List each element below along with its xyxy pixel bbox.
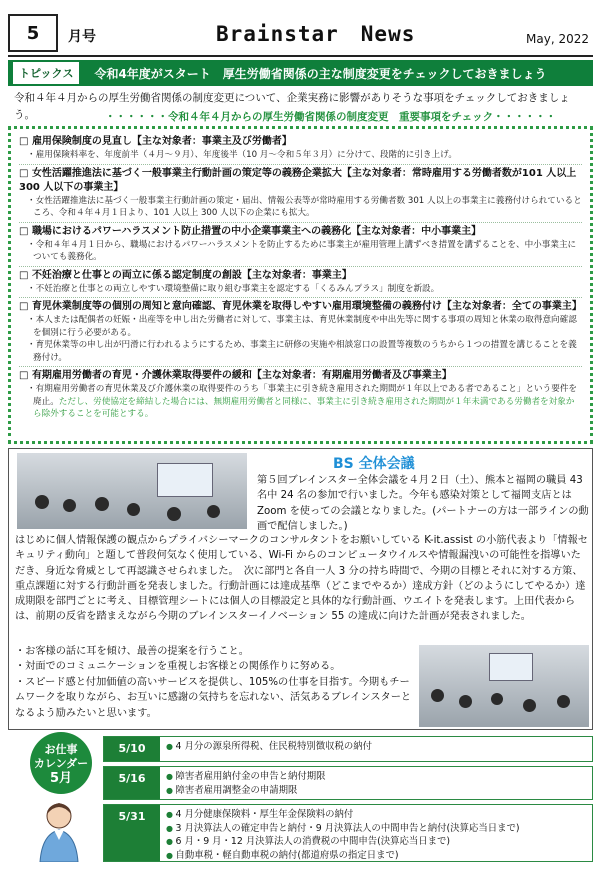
calendar-row	[103, 804, 593, 862]
calendar-item: ● 4 月分の源泉所得税、住民税特別徴収税の納付	[166, 740, 588, 754]
topics-tag: トピックス	[12, 61, 80, 85]
calendar-item: ● 障害者雇用納付金の申告と納付期限	[166, 770, 588, 784]
change-detail: ・女性活躍推進法に基づく一般事業主行動計画の策定・届出、情報公表等が常時雇用する労働者数 301 人以上の事業主に義務付けられているところ、令和４年４月１日より、101 人以上 300 人以下の企業にも拡大。	[27, 195, 582, 218]
calendar-date: 5/31	[104, 805, 160, 861]
change-detail: ・本人または配偶者の妊娠・出産等を申し出た労働者に対して、事業主は、育児休業制度や申出先等に関する事項の周知と休業の取得意向確認を個別に行う必要がある。	[27, 315, 577, 338]
issue-number: 5	[8, 14, 58, 52]
meeting-photo	[419, 645, 589, 727]
divider	[19, 366, 582, 367]
change-heading: □ 育児休業制度等の個別の周知と意向確認、育児休業を取得しやすい雇用環境整備の義務付け【主な対象者：全ての事業主】	[19, 300, 582, 314]
calendar-badge: お仕事 カレンダー 5月	[30, 732, 92, 794]
calendar-item: ● 4 月分健康保険料・厚生年金保険料の納付	[166, 808, 588, 822]
change-heading: □ 職場におけるパワーハラスメント防止措置の中小企業事業主への義務化【主な対象者：中小事業主】	[19, 225, 582, 239]
exception-note: ただし、労使協定を締結した場合には、無期雇用労働者と同様に、事業主に引き続き雇用された期間が１年未満である労働者を対象から除外することを可能とする。	[33, 396, 575, 419]
calendar-row	[103, 766, 593, 800]
intro-subtitle: ・・・・・・令和４年４月からの厚生労働省関係の制度変更 重要事項をチェック・・・・・・	[105, 111, 557, 123]
issue-date: May, 2022	[526, 32, 589, 46]
topics-banner	[8, 60, 593, 86]
issue-suffix: 月号	[68, 29, 96, 45]
change-heading: □ 有期雇用労働者の育児・介護休業取得要件の緩和【主な対象者：有期雇用労働者及び事業主】	[19, 369, 582, 383]
divider	[19, 266, 582, 267]
meeting-title: BS 全体会議	[333, 456, 415, 472]
meeting-bullets: ・お客様の話に耳を傾け、最善の提案を行うこと。 ・対面でのコミュニケーションを重視しお客様との関係作りに努める。	[15, 646, 341, 673]
change-detail: ・雇用保険料率を、年度前半（４月～９月）、年度後半（10 月～令和５年３月）に分けて、段階的に引き上げ。	[27, 150, 457, 160]
topics-title: 令和4年度がスタート 厚生労働省関係の主な制度変更をチェックしておきましょう	[94, 66, 547, 81]
divider	[19, 222, 582, 223]
meeting-photo	[17, 453, 247, 529]
change-heading: □ 雇用保険制度の見直し【主な対象者：事業主及び労働者】	[19, 135, 582, 149]
calendar-item: ● 3 月決算法人の確定申告と納付・9 月決算法人の中間申告と納付(決算応当日まで)	[166, 822, 588, 836]
regulation-changes-box	[8, 126, 593, 444]
divider	[19, 297, 582, 298]
calendar-item: ● 6 月・9 月・12 月決算法人の消費税の中間申告(決算応当日まで)	[166, 835, 588, 849]
office-worker-illustration	[18, 800, 100, 862]
change-heading: □ 不妊治療と仕事との両立に係る認定制度の創設【主な対象者：事業主】	[19, 269, 582, 283]
change-detail: ・令和４年４月１日から、職場におけるパワーハラスメントを防止するために事業主が雇用管理上講ずべき措置を講ずることを、中小事業主についても義務化。	[27, 239, 577, 262]
newsletter-title: Brainstar News	[216, 22, 416, 46]
calendar-date: 5/10	[104, 737, 160, 761]
meeting-paragraph: はじめに個人情報保護の観点からプライバシーマークのコンサルタントをお願いしている K-it.assist の小筋代表より「情報セキュリティ動向」と題して普段何気なく使用している、Wi-Fi からのコンピュータウイルスや情報漏洩いの可能性を指導いただき、身近な脅威として再認識させられました。 次に部門と各自一人 3 分の持ち時間で、今期の目標とそれに対する方策、重点課題に対する行動計画を発表しました。行動計画には達成基準（どこまでやるか）達成方針（どのようにしてやるか）達成期限を部門ごとに考え、目標管理シートには個人の目標設定と具体的な行動計画、ウエイトを発表します。上田代表からは、前期の反省を踏まえながら今期のブレインスターイノベーション 55 の達成に向けた計画が発表されました。	[15, 535, 588, 623]
change-heading: □ 女性活躍推進法に基づく一般事業主行動計画の策定等の義務企業拡大【主な対象者：常時雇用する労働者数が101 人以上 300 人以下の事業主】	[19, 167, 582, 195]
calendar-item: ● 障害者雇用調整金の申請期限	[166, 784, 588, 798]
work-calendar	[8, 732, 593, 863]
calendar-row	[103, 736, 593, 762]
change-detail: ・有期雇用労働者の育児休業及び介護休業の取得要件のうち「事業主に引き続き雇用された期間が１年以上である者であること」という要件を廃止。ただし、労使協定を締結した場合には、無期雇用労働者と同様に、事業主に引き続き雇用された期間が１年未満である労働者を対象から除外することを可能とする。	[27, 384, 578, 419]
change-detail: ・不妊治療と仕事との両立しやすい環境整備に取り組む事業主を認定する「くるみんプラス」制度を新設。	[27, 283, 440, 294]
meeting-paragraph: ・スピード感と付加価値の高いサービスを提供し、105%の仕事を目指す。今期もチームワークを取りながら、お互いに感謝の気持ちを忘れない、活気あるブレインスターとなるよう励みたいと思います。	[15, 677, 412, 719]
intro-text: 令和４年４月からの厚生労働省関係の制度変更について、企業実務に影響がありそうな事項をチェックしておきましょう。	[14, 92, 570, 121]
newsletter-header	[8, 8, 593, 56]
divider	[19, 164, 582, 165]
meeting-paragraph: 第５回ブレインスター全体会議を４月２日（土）、熊本と福岡の職員 43 名中 24 名の参加で行いました。今年も感染対策として福岡支店とは Zoom を使っての会議となりました。(パートナーの方は一部ラインの動画で配信しました。)	[257, 475, 589, 532]
header-divider	[8, 55, 593, 57]
change-detail: ・育児休業等の申し出が円滑に行われるようにするため、事業主に研修の実施や相談窓口の設置等複数のうちから１つの措置を講じることを義務付け。	[27, 340, 577, 363]
calendar-item: ● 自動車税・軽自動車税の納付(都道府県の指定日まで)	[166, 849, 588, 863]
meeting-report	[8, 448, 593, 730]
calendar-date: 5/16	[104, 767, 160, 799]
